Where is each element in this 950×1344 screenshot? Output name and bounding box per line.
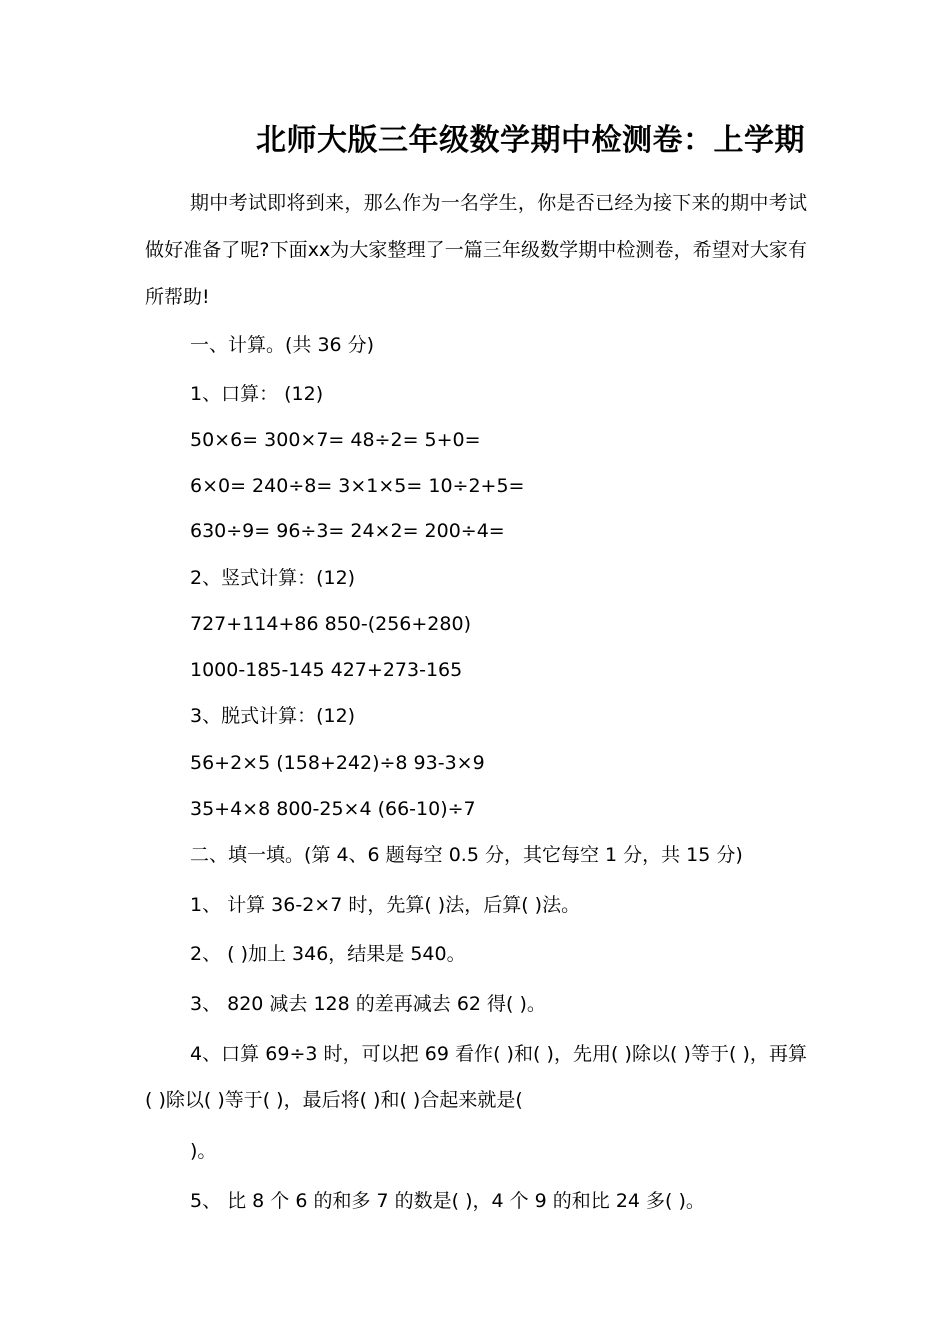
fill-question-2: 2、 ( )加上 346，结果是 540。 xyxy=(190,943,466,965)
equation-row-1: 50×6= 300×7= 48÷2= 5+0= xyxy=(190,429,481,451)
question-vertical-calc: 2、竖式计算：(12) xyxy=(190,567,356,589)
equation-row-3: 630÷9= 96÷3= 24×2= 200÷4= xyxy=(190,520,505,542)
equation-row-7: 35+4×8 800-25×4 (66-10)÷7 xyxy=(190,798,476,820)
fill-question-4: 4、口算 69÷3 时，可以把 69 看作( )和( )，先用( )除以( )等于( )，再算( )除以( )等于( )，最后将( )和( )合起来就是( xyxy=(145,1043,807,1111)
equation-row-5: 1000-185-145 427+273-165 xyxy=(190,659,463,681)
equation-row-4: 727+114+86 850-(256+280) xyxy=(190,613,471,635)
fill-question-1: 1、 计算 36-2×7 时，先算( )法，后算( )法。 xyxy=(190,894,581,916)
section-2-heading: 二、填一填。(第 4、6 题每空 0.5 分，其它每空 1 分，共 15 分) xyxy=(190,844,743,866)
fill-question-4-end: )。 xyxy=(190,1140,217,1162)
question-stepwise-calc: 3、脱式计算：(12) xyxy=(190,705,356,727)
document-title: 北师大版三年级数学期中检测卷：上学期 xyxy=(256,123,805,158)
section-1-heading: 一、计算。(共 36 分) xyxy=(190,334,375,356)
fill-question-5: 5、 比 8 个 6 的和多 7 的数是( )，4 个 9 的和比 24 多( )。 xyxy=(190,1190,705,1212)
question-oral-calc: 1、口算： (12) xyxy=(190,383,324,405)
equation-row-6: 56+2×5 (158+242)÷8 93-3×9 xyxy=(190,752,485,774)
intro-paragraph: 期中考试即将到来，那么作为一名学生，你是否已经为接下来的期中考试做好准备了呢?下面xx为大家整理了一篇三年级数学期中检测卷，希望对大家有所帮助! xyxy=(145,192,807,308)
fill-question-3: 3、 820 减去 128 的差再减去 62 得( )。 xyxy=(190,993,546,1015)
equation-row-2: 6×0= 240÷8= 3×1×5= 10÷2+5= xyxy=(190,475,525,497)
